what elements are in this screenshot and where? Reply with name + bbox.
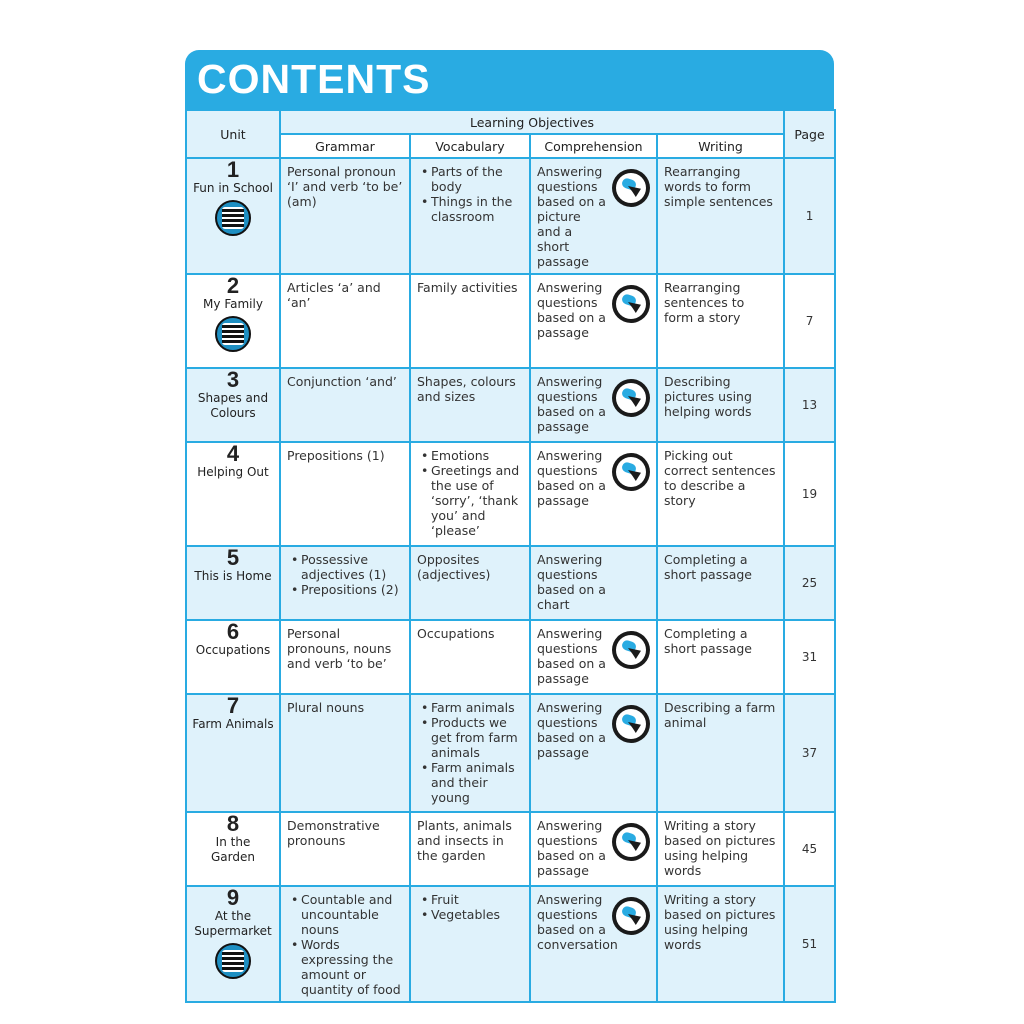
page-number: 19	[784, 442, 835, 546]
writing-cell	[657, 368, 784, 442]
vocabulary-content	[411, 159, 529, 228]
unit-cell	[186, 886, 280, 1002]
goose-head-icon	[612, 897, 650, 935]
unit-header: Unit	[186, 110, 280, 158]
vocabulary-cell	[410, 546, 530, 620]
vocabulary-content	[411, 695, 529, 809]
vocabulary-cell	[410, 694, 530, 812]
grammar-item: • Countable and uncountable nouns	[301, 892, 403, 937]
vocabulary-cell	[410, 368, 530, 442]
unit-title: In the	[215, 835, 251, 849]
vocabulary-content	[411, 443, 529, 542]
grammar-cell	[280, 620, 410, 694]
comprehension-text: Answering questions based on a passage	[537, 280, 606, 340]
unit-title: Fun in School	[193, 181, 273, 195]
goose-head-icon-face	[616, 457, 646, 487]
screen-icon-face	[222, 207, 244, 229]
grammar-cell	[280, 694, 410, 812]
vocabulary-text: Shapes, colours and sizes	[417, 374, 516, 404]
unit-number: 6	[226, 619, 240, 644]
screen-icon-face	[222, 323, 244, 345]
goose-head-icon	[612, 823, 650, 861]
writing-text: Describing a farm animal	[664, 700, 776, 730]
grammar-content	[281, 547, 409, 601]
vocabulary-list	[417, 700, 523, 805]
grammar-cell	[280, 442, 410, 546]
writing-text: Completing a short passage	[664, 626, 753, 656]
unit-cell	[186, 442, 280, 546]
vocabulary-text: Opposites (adjectives)	[417, 552, 491, 582]
unit-number: 4	[226, 441, 240, 466]
grammar-content	[281, 621, 409, 675]
writing-text: Describing pictures using helping words	[664, 374, 752, 419]
writing-cell	[657, 546, 784, 620]
screen-icon	[215, 200, 251, 236]
page-header: Page	[784, 110, 835, 158]
unit-row	[186, 442, 835, 546]
screen-icon	[215, 316, 251, 352]
grammar-text: Articles ‘a’ and ‘an’	[287, 280, 381, 310]
vocabulary-list	[417, 892, 523, 922]
comprehension-cell	[530, 694, 657, 812]
goose-head-icon-face	[616, 709, 646, 739]
vocabulary-content	[411, 369, 529, 408]
units-body	[186, 158, 835, 1002]
learning-objectives-header: Learning Objectives	[280, 110, 784, 134]
grammar-content	[281, 887, 409, 1001]
unit-row	[186, 812, 835, 886]
vocabulary-item: • Farm animals and their young	[431, 760, 523, 805]
vocabulary-content	[411, 275, 529, 299]
page-number: 51	[784, 886, 835, 1002]
vocabulary-cell	[410, 812, 530, 886]
vocabulary-item: • Vegetables	[431, 907, 523, 922]
vocabulary-cell	[410, 274, 530, 368]
comprehension-text: Answering questions based on a passage	[537, 374, 606, 434]
writing-cell	[657, 620, 784, 694]
comprehension-text: Answering questions based on a passage	[537, 700, 606, 760]
goose-head-icon	[612, 169, 650, 207]
vocabulary-item: • Parts of the body	[431, 164, 523, 194]
comprehension-text: Answering questions based on a passage	[537, 448, 606, 508]
writing-header: Writing	[657, 134, 784, 158]
unit-cell	[186, 546, 280, 620]
grammar-cell	[280, 812, 410, 886]
comprehension-cell	[530, 442, 657, 546]
grammar-content	[281, 159, 409, 213]
unit-title: Garden	[211, 850, 255, 864]
grammar-content	[281, 275, 409, 314]
vocabulary-header: Vocabulary	[410, 134, 530, 158]
vocabulary-item: • Products we get from farm animals	[431, 715, 523, 760]
writing-cell	[657, 158, 784, 274]
grammar-cell	[280, 546, 410, 620]
writing-cell	[657, 812, 784, 886]
vocabulary-text: Occupations	[417, 626, 495, 641]
vocabulary-list	[417, 164, 523, 224]
unit-title: Helping Out	[197, 465, 269, 479]
grammar-text: Conjunction ‘and’	[287, 374, 397, 389]
unit-row	[186, 886, 835, 1002]
unit-number: 2	[226, 273, 240, 298]
grammar-list	[287, 892, 403, 997]
goose-head-icon-face	[616, 383, 646, 413]
vocabulary-text: Family activities	[417, 280, 518, 295]
comprehension-text: Answering questions based on a picture and a short passage	[537, 164, 606, 269]
vocabulary-item: • Greetings and the use of ‘sorry’, ‘thank you’ and ‘please’	[431, 463, 523, 538]
page-number: 1	[784, 158, 835, 274]
goose-head-icon	[612, 453, 650, 491]
unit-title: My Family	[203, 297, 263, 311]
writing-text: Picking out correct sentences to describe a story	[664, 448, 776, 508]
grammar-content	[281, 369, 409, 393]
unit-number: 1	[226, 157, 240, 182]
unit-cell	[186, 620, 280, 694]
unit-title: Occupations	[195, 643, 271, 657]
unit-title: Farm Animals	[192, 717, 274, 731]
page-number: 37	[784, 694, 835, 812]
page-number: 31	[784, 620, 835, 694]
writing-text: Rearranging words to form simple sentences	[664, 164, 773, 209]
vocabulary-list	[417, 448, 523, 538]
unit-row	[186, 620, 835, 694]
page-number: 45	[784, 812, 835, 886]
writing-text: Writing a story based on pictures using helping words	[664, 892, 776, 952]
grammar-item: • Prepositions (2)	[301, 582, 403, 597]
vocabulary-content	[411, 621, 529, 645]
contents-table	[185, 109, 836, 1003]
grammar-cell	[280, 274, 410, 368]
writing-cell	[657, 694, 784, 812]
comprehension-cell	[530, 546, 657, 620]
unit-cell	[186, 812, 280, 886]
grammar-item: • Possessive adjectives (1)	[301, 552, 403, 582]
vocabulary-text: Plants, animals and insects in the garden	[417, 818, 512, 863]
comprehension-cell	[530, 886, 657, 1002]
header-row-top	[186, 110, 835, 134]
comprehension-cell	[530, 812, 657, 886]
page-number: 25	[784, 546, 835, 620]
page-number: 13	[784, 368, 835, 442]
unit-title: At the	[214, 909, 252, 923]
vocabulary-content	[411, 547, 529, 586]
header-row-sub	[186, 134, 835, 158]
vocabulary-content	[411, 813, 529, 867]
contents-banner	[185, 50, 834, 109]
unit-row	[186, 368, 835, 442]
vocabulary-cell	[410, 886, 530, 1002]
grammar-item: • Words expressing the amount or quantity of food	[301, 937, 403, 997]
page-number: 7	[784, 274, 835, 368]
grammar-text: Prepositions (1)	[287, 448, 385, 463]
writing-text: Writing a story based on pictures using helping words	[664, 818, 776, 878]
unit-title: This is Home	[194, 569, 272, 583]
comprehension-header: Comprehension	[530, 134, 657, 158]
grammar-list	[287, 552, 403, 597]
grammar-content	[281, 443, 409, 467]
vocabulary-cell	[410, 158, 530, 274]
grammar-text: Plural nouns	[287, 700, 365, 715]
comprehension-cell	[530, 368, 657, 442]
writing-cell	[657, 886, 784, 1002]
grammar-content	[281, 695, 409, 719]
screen-icon-face	[222, 950, 244, 972]
unit-cell	[186, 694, 280, 812]
goose-head-icon	[612, 631, 650, 669]
goose-head-icon-face	[616, 901, 646, 931]
writing-text: Rearranging sentences to form a story	[664, 280, 745, 325]
goose-head-icon-face	[616, 827, 646, 857]
unit-number: 7	[226, 693, 240, 718]
comprehension-text: Answering questions based on a passage	[537, 818, 606, 878]
unit-number: 5	[226, 545, 240, 570]
goose-head-icon-face	[616, 289, 646, 319]
vocabulary-item: • Emotions	[431, 448, 523, 463]
unit-number: 9	[226, 885, 240, 910]
grammar-text: Personal pronoun ‘I’ and verb ‘to be’ (am)	[287, 164, 403, 209]
screen-icon	[215, 943, 251, 979]
unit-cell	[186, 368, 280, 442]
goose-head-icon	[612, 705, 650, 743]
grammar-cell	[280, 886, 410, 1002]
grammar-cell	[280, 368, 410, 442]
vocabulary-item: • Farm animals	[431, 700, 523, 715]
grammar-cell	[280, 158, 410, 274]
comprehension-cell	[530, 620, 657, 694]
vocabulary-item: • Things in the classroom	[431, 194, 523, 224]
writing-text: Completing a short passage	[664, 552, 753, 582]
unit-cell	[186, 274, 280, 368]
vocabulary-item: • Fruit	[431, 892, 523, 907]
comprehension-text: Answering questions based on a chart	[537, 552, 606, 612]
vocabulary-content	[411, 887, 529, 926]
comprehension-cell	[530, 274, 657, 368]
goose-head-icon	[612, 379, 650, 417]
contents-sheet	[185, 50, 834, 1003]
unit-number: 3	[226, 367, 240, 392]
grammar-header: Grammar	[280, 134, 410, 158]
unit-row	[186, 158, 835, 274]
grammar-text: Demonstrative pronouns	[287, 818, 380, 848]
comprehension-text: Answering questions based on a conversation	[537, 892, 618, 952]
goose-head-icon-face	[616, 173, 646, 203]
vocabulary-cell	[410, 620, 530, 694]
unit-cell	[186, 158, 280, 274]
unit-row	[186, 546, 835, 620]
grammar-text: Personal pronouns, nouns and verb ‘to be’	[287, 626, 392, 671]
unit-title: Shapes and	[197, 391, 269, 405]
goose-head-icon	[612, 285, 650, 323]
vocabulary-cell	[410, 442, 530, 546]
unit-row	[186, 694, 835, 812]
writing-cell	[657, 274, 784, 368]
grammar-content	[281, 813, 409, 852]
comprehension-text: Answering questions based on a passage	[537, 626, 606, 686]
unit-row	[186, 274, 835, 368]
comprehension-cell	[530, 158, 657, 274]
goose-head-icon-face	[616, 635, 646, 665]
writing-cell	[657, 442, 784, 546]
page-title: CONTENTS	[197, 56, 431, 102]
unit-title: Supermarket	[194, 924, 272, 938]
unit-number: 8	[226, 811, 240, 836]
unit-title: Colours	[210, 406, 256, 420]
